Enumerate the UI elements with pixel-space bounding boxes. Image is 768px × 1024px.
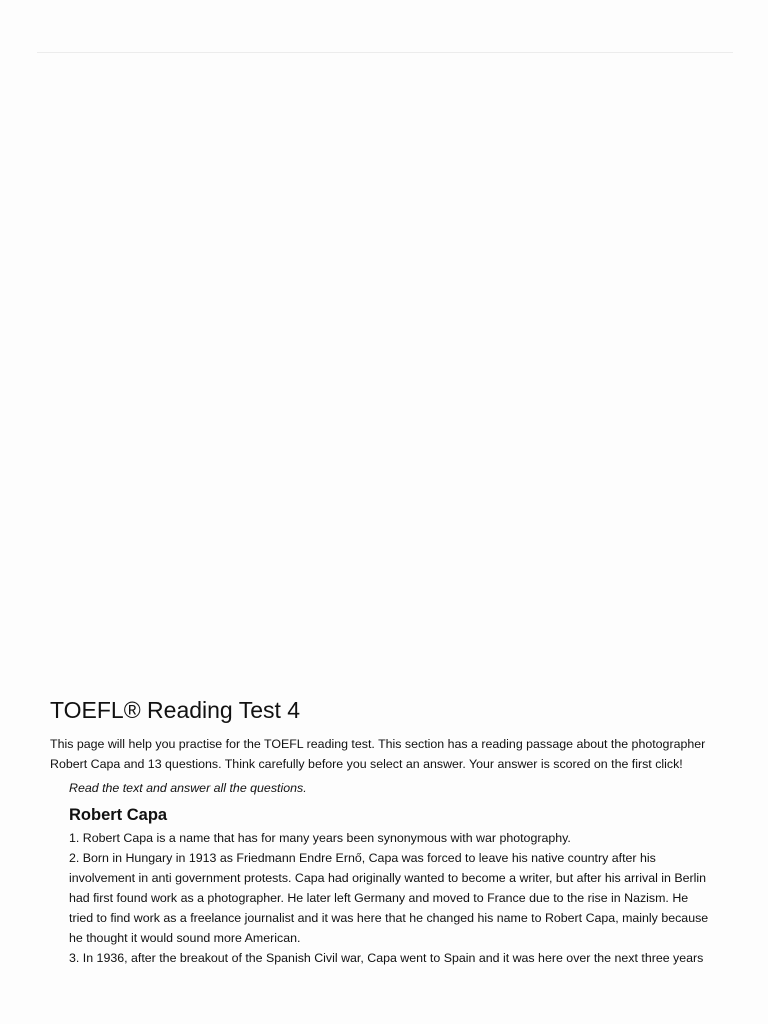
passage-paragraph-2: 2. Born in Hungary in 1913 as Friedmann Endre Ernő, Capa was forced to leave his native country after his involvement in anti government protests. Capa had originally wanted to become a writer, but after his arrival in Berlin had first found work as a photographer. He later left Germany and moved to France due to the rise in Nazism. He tried to find work as a freelance journalist and it was here that he changed his name to Robert Capa, mainly because he thought it would sound more American. <box>69 851 709 945</box>
reading-passage <box>69 778 709 968</box>
passage-instruction: Read the text and answer all the questions. <box>69 781 307 795</box>
intro-text: This page will help you practise for the TOEFL reading test. This section has a reading passage about the photographer Robert Capa and 13 questions. Think carefully before you select an answer. Your answer is scored on the first click! <box>50 737 706 771</box>
passage-title: Robert Capa <box>69 806 168 824</box>
article-content <box>50 695 710 968</box>
advertisement-area <box>37 53 733 673</box>
passage-paragraphs <box>69 828 709 968</box>
passage-paragraph-1: 1. Robert Capa is a name that has for many years been synonymous with war photography. <box>69 831 571 845</box>
page-title: TOEFL® Reading Test 4 <box>50 697 301 723</box>
passage-paragraph-3: 3. In 1936, after the breakout of the Spanish Civil war, Capa went to Spain and it was here over the next three years <box>69 951 704 965</box>
